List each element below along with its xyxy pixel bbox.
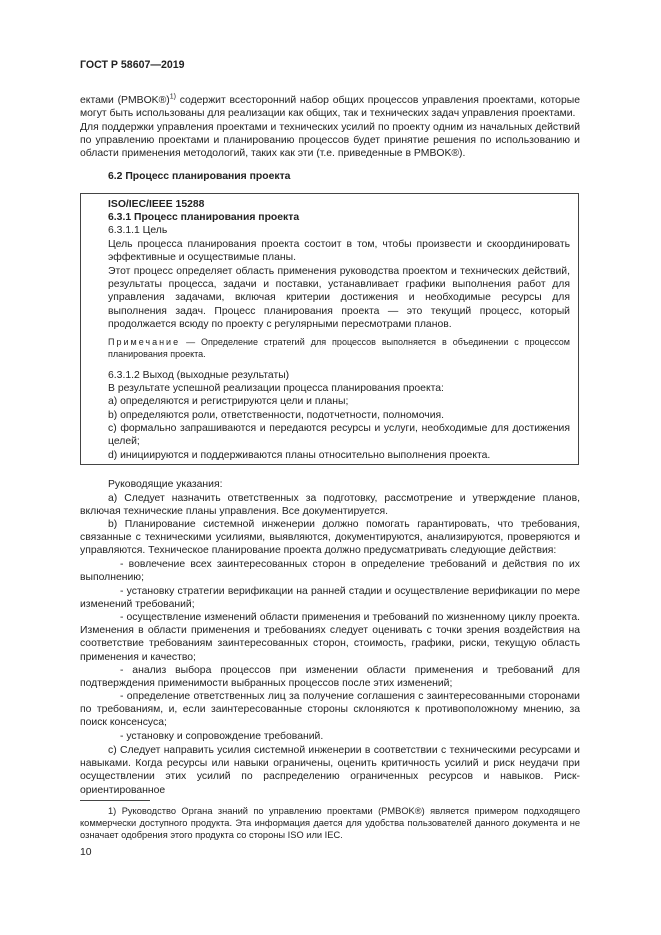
intro-text-end: содержит всесторонний набор общих процессов управления проектами, которые могут быть использованы для реализации как общих, так и технических задач управления проектами. bbox=[80, 95, 580, 120]
guidance-b-list-item: - анализ выбора процессов при изменении области применения и требований для подтверждения применимости выбранных процессов после этих изменений; bbox=[80, 665, 580, 690]
guidance-item-c: c) Следует направить усилия системной инженерии в соответствии с техническими ресурсами и навыками. Когда ресурсы или навыки ограничены, оценить критичность усилий и риск неудачи при осуществлении этих усилий по распределению ограниченных ресурсов и навыков. Риск-ориентированное bbox=[80, 745, 580, 796]
outcomes-intro: В результате успешной реализации процесса планирования проекта: bbox=[108, 383, 444, 394]
intro-paragraph bbox=[80, 94, 580, 120]
guidance-title: Руководящие указания: bbox=[108, 479, 223, 490]
guidance-b-list-item: - осуществление изменений области применения и требований по жизненному циклу проекта. Изменения в области применения и требованиях следует оценивать с точки зрения воздействия на соответствие требованиям заинтересованных сторон, стоимость, графики, риски, текущую область применения и качество; bbox=[80, 612, 580, 663]
footnote-mark: 1) bbox=[108, 806, 117, 816]
footnote bbox=[80, 805, 580, 841]
note-text: — Определение стратегий для процессов выполняется в объединении с процессом планирования проекта. bbox=[108, 337, 570, 359]
intro-paragraph-2: Для поддержки управления проектами и технических усилий по проекту одним из начальных действий по управлению проектами и планированию процессов будет принятие решения по использованию и области применения методологий, таких как эти (т.е. приведенные в PMBOK®). bbox=[80, 122, 580, 160]
footnote-ref: 1) bbox=[169, 93, 176, 101]
guidance-b-list-item: - определение ответственных лиц за получение соглашения с заинтересованными сторонами по требованиям, и, если заинтересованные стороны склоняются к противоположному мнению, за поиск консенсуса; bbox=[80, 691, 580, 729]
footnote-separator bbox=[80, 800, 150, 801]
note-paragraph bbox=[108, 336, 570, 360]
footnote-text: Руководство Органа знаний по управлению проектами (PMBOK®) является примером подходящего коммерчески доступного продукта. Эта информация дается для удобства пользователей данного документа и не означает одобрения этого продукта со стороны ISO или IEC. bbox=[80, 806, 580, 840]
standard-reference: ISO/IEC/IEEE 15288 bbox=[108, 199, 205, 210]
guidance-b-list-item: - вовлечение всех заинтересованных сторон в определение требований и действия по их выполнению; bbox=[80, 559, 580, 584]
guidance-item-a: a) Следует назначить ответственных за подготовку, рассмотрение и утверждение планов, включая технические планы управления. Все документируется. bbox=[80, 493, 580, 518]
standard-quote-box bbox=[80, 193, 579, 465]
outcome-item: a) определяются и регистрируются цели и планы; bbox=[108, 396, 349, 407]
subsection-output-title: 6.3.1.2 Выход (выходные результаты) bbox=[108, 370, 290, 381]
guidance-b-list-item: - установку стратегии верификации на ранней стадии и осуществление верификации по мере изменений требований; bbox=[80, 586, 580, 611]
guidance-item-b: b) Планирование системной инженерии должно помогать гарантировать, что требования, связанные с техническими усилиями, выявляются, документируются, анализируются, проверяются и управляются. Техническое планирование проекта должно предусматривать следующие действия: bbox=[80, 519, 580, 557]
document-header: ГОСТ Р 58607—2019 bbox=[80, 59, 185, 71]
process-paragraph: Этот процесс определяет область применения руководства проектом и технических действий, результаты процесса, задачи и поставки, устанавливает графики выполнения работ для управления задачами, включая критерии достижения и необходимые ресурсы для выполнения задач. Процесс планирования проекта — это текущий процесс, который продолжается всюду по проекту с регулярными пересмотрами планов. bbox=[108, 266, 570, 330]
note-label: Примечание bbox=[108, 337, 181, 347]
guidance-b-list-item: - установку и сопровождение требований. bbox=[120, 731, 324, 742]
subsection-purpose-title: 6.3.1.1 Цель bbox=[108, 225, 168, 236]
outcome-item: c) формально запрашиваются и передаются ресурсы и услуги, необходимые для достижения целей; bbox=[108, 423, 570, 448]
outcome-item: b) определяются роли, ответственности, подотчетности, полномочия. bbox=[108, 410, 445, 421]
intro-text-start: ектами (PMBOK®) bbox=[80, 95, 170, 106]
page-number: 10 bbox=[80, 847, 92, 858]
purpose-paragraph: Цель процесса планирования проекта состоит в том, чтобы произвести и скоординировать эффективные и осуществимые планы. bbox=[108, 239, 570, 264]
section-title: 6.2 Процесс планирования проекта bbox=[108, 171, 291, 182]
outcome-item: d) инициируются и поддерживаются планы относительно выполнения проекта. bbox=[108, 450, 491, 461]
subsection-heading: 6.3.1 Процесс планирования проекта bbox=[108, 212, 300, 223]
